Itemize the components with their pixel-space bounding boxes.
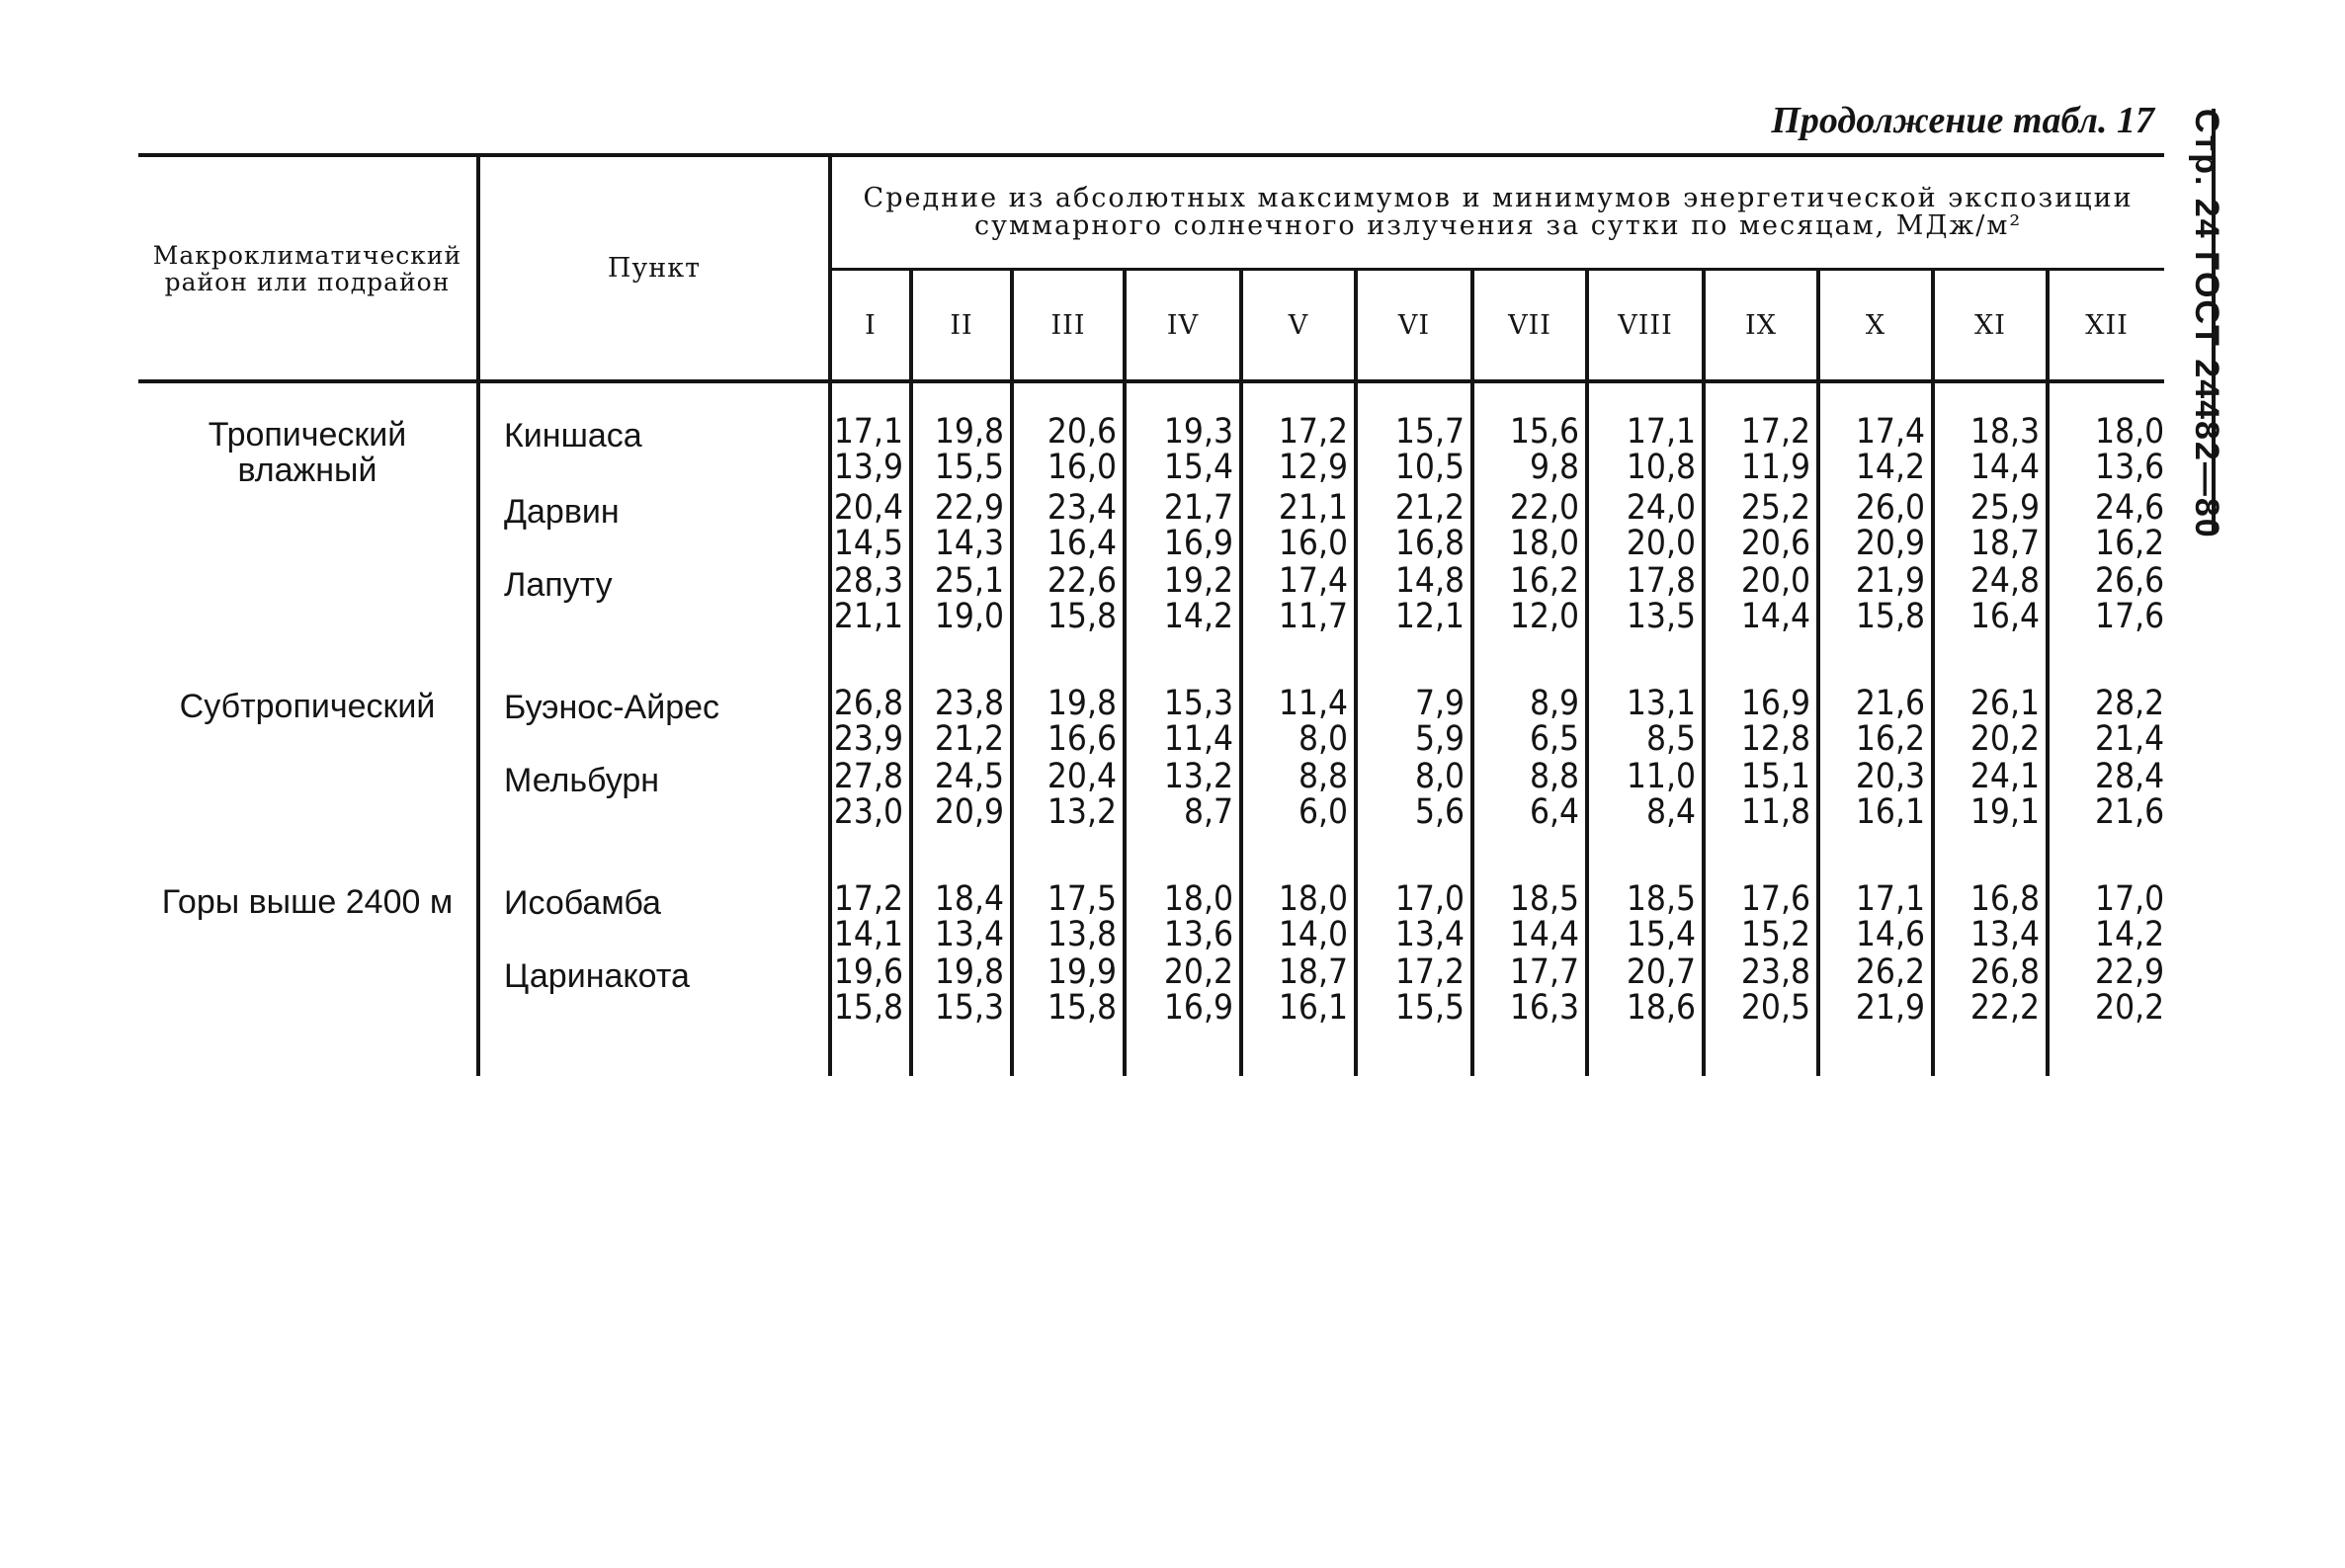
value-cell: [1356, 562, 1472, 635]
value-cell: [1933, 758, 2048, 831]
value-cell: [1933, 880, 2048, 953]
value-cell: [1241, 880, 1356, 953]
value-cell: [1587, 685, 1704, 758]
max-value: 24,1: [1969, 757, 2040, 796]
max-value: 23,8: [1740, 952, 1810, 992]
value-cell: [830, 880, 911, 953]
value-cell: [830, 758, 911, 831]
value-cell: [1356, 880, 1472, 953]
min-value: 13,9: [833, 448, 903, 487]
value-cell: [1012, 953, 1125, 1027]
min-value: 16,4: [1047, 524, 1117, 563]
max-value: 18,5: [1509, 879, 1579, 919]
point-cell: Дарвин: [478, 489, 830, 562]
value-cell: [1012, 758, 1125, 831]
value-cell: [911, 562, 1012, 635]
max-value: 20,0: [1740, 561, 1810, 601]
min-value: 15,4: [1626, 915, 1696, 954]
value-cell: [1356, 758, 1472, 831]
max-value: 14,8: [1394, 561, 1465, 601]
min-value: 13,6: [2095, 448, 2165, 487]
header-month: XI: [1933, 270, 2048, 382]
min-value: 16,9: [1163, 988, 1233, 1028]
max-value: 17,1: [1855, 879, 1925, 919]
min-value: 15,8: [833, 988, 903, 1028]
value-cell: [1587, 953, 1704, 1027]
value-cell: [1818, 489, 1933, 562]
max-value: 20,4: [1047, 757, 1117, 796]
value-cell: [1012, 880, 1125, 953]
min-value: 12,1: [1394, 597, 1465, 636]
min-value: 12,0: [1509, 597, 1579, 636]
max-value: 27,8: [833, 757, 903, 796]
value-cell: [1125, 489, 1241, 562]
min-value: 10,8: [1626, 448, 1696, 487]
max-value: 19,9: [1047, 952, 1117, 992]
min-value: 10,5: [1394, 448, 1465, 487]
max-value: 13,2: [1163, 757, 1233, 796]
max-value: 21,9: [1855, 561, 1925, 601]
point-cell: Исобамба: [478, 880, 830, 953]
min-value: 18,6: [1626, 988, 1696, 1028]
min-value: 11,7: [1278, 597, 1348, 636]
value-cell: [2048, 758, 2164, 831]
value-cell: [1241, 758, 1356, 831]
table-header: [138, 155, 2164, 381]
min-value: 16,2: [1855, 719, 1925, 759]
max-value: 19,3: [1163, 412, 1233, 452]
value-cell: [1933, 953, 2048, 1027]
table-row: [138, 880, 2164, 953]
min-value: 16,9: [1163, 524, 1233, 563]
min-value: 14,4: [1740, 597, 1810, 636]
min-value: 20,5: [1740, 988, 1810, 1028]
data-table-wrap: [138, 153, 2165, 1028]
max-value: 16,2: [1509, 561, 1579, 601]
max-value: 18,0: [2095, 412, 2165, 452]
max-value: 8,9: [1529, 684, 1579, 723]
max-value: 23,4: [1047, 488, 1117, 528]
min-value: 6,0: [1298, 792, 1348, 832]
min-value: 20,6: [1740, 524, 1810, 563]
min-value: 23,9: [833, 719, 903, 759]
value-cell: [1704, 489, 1818, 562]
min-value: 20,2: [1969, 719, 2040, 759]
max-value: 21,7: [1163, 488, 1233, 528]
min-value: 14,3: [934, 524, 1004, 563]
min-value: 16,3: [1509, 988, 1579, 1028]
max-value: 28,2: [2095, 684, 2165, 723]
min-value: 22,2: [1969, 988, 2040, 1028]
max-value: 18,0: [1278, 879, 1348, 919]
value-cell: [1818, 685, 1933, 758]
value-cell: [1472, 489, 1587, 562]
min-value: 11,8: [1740, 792, 1810, 832]
min-value: 14,6: [1855, 915, 1925, 954]
min-value: 15,2: [1740, 915, 1810, 954]
max-value: 13,1: [1626, 684, 1696, 723]
max-value: 20,6: [1047, 412, 1117, 452]
min-value: 15,5: [1394, 988, 1465, 1028]
max-value: 23,8: [934, 684, 1004, 723]
value-cell: [911, 880, 1012, 953]
max-value: 24,5: [934, 757, 1004, 796]
max-value: 20,7: [1626, 952, 1696, 992]
value-cell: [1818, 953, 1933, 1027]
value-cell: [1241, 413, 1356, 489]
value-cell: [830, 685, 911, 758]
max-value: 24,0: [1626, 488, 1696, 528]
value-cell: [911, 758, 1012, 831]
min-value: 20,2: [2095, 988, 2165, 1028]
value-cell: [1587, 413, 1704, 489]
max-value: 15,6: [1509, 412, 1579, 452]
value-cell: [1587, 489, 1704, 562]
max-value: 28,4: [2095, 757, 2165, 796]
max-value: 25,1: [934, 561, 1004, 601]
continuation-title: Продолжение табл. 17: [1771, 100, 2154, 141]
point-cell: Мельбурн: [478, 758, 830, 831]
min-value: 13,2: [1047, 792, 1117, 832]
value-cell: [2048, 880, 2164, 953]
max-value: 26,0: [1855, 488, 1925, 528]
min-value: 12,8: [1740, 719, 1810, 759]
min-value: 19,1: [1969, 792, 2040, 832]
max-value: 20,3: [1855, 757, 1925, 796]
max-value: 24,6: [2095, 488, 2165, 528]
max-value: 22,9: [934, 488, 1004, 528]
value-cell: [911, 685, 1012, 758]
max-value: 17,0: [2095, 879, 2165, 919]
point-cell: Лапуту: [478, 562, 830, 635]
min-value: 8,0: [1298, 719, 1348, 759]
header-month: IV: [1125, 270, 1241, 382]
value-cell: [1472, 880, 1587, 953]
value-cell: [2048, 953, 2164, 1027]
max-value: 17,6: [1740, 879, 1810, 919]
header-month: III: [1012, 270, 1125, 382]
max-value: 17,1: [833, 412, 903, 452]
min-value: 16,8: [1394, 524, 1465, 563]
min-value: 8,4: [1645, 792, 1696, 832]
table-body: [138, 381, 2164, 1076]
max-value: 19,6: [833, 952, 903, 992]
min-value: 14,2: [1855, 448, 1925, 487]
point-cell: Царинакота: [478, 953, 830, 1027]
max-value: 8,8: [1529, 757, 1579, 796]
max-value: 17,7: [1509, 952, 1579, 992]
value-cell: [1933, 413, 2048, 489]
max-value: 18,0: [1163, 879, 1233, 919]
min-value: 15,5: [934, 448, 1004, 487]
value-cell: [1704, 562, 1818, 635]
table-row: [138, 758, 2164, 831]
max-value: 26,6: [2095, 561, 2165, 601]
max-value: 22,9: [2095, 952, 2165, 992]
table-row: [138, 413, 2164, 489]
min-value: 6,4: [1529, 792, 1579, 832]
min-value: 21,6: [2095, 792, 2165, 832]
max-value: 26,2: [1855, 952, 1925, 992]
value-cell: [1012, 413, 1125, 489]
min-value: 8,5: [1645, 719, 1696, 759]
value-cell: [2048, 413, 2164, 489]
min-value: 14,4: [1969, 448, 2040, 487]
max-value: 26,1: [1969, 684, 2040, 723]
header-region: Макроклиматический район или подрайон: [138, 155, 478, 381]
max-value: 21,6: [1855, 684, 1925, 723]
header-point: Пункт: [478, 155, 830, 381]
point-cell: Буэнос-Айрес: [478, 685, 830, 758]
value-cell: [1472, 758, 1587, 831]
min-value: 14,0: [1278, 915, 1348, 954]
value-cell: [830, 413, 911, 489]
min-value: 13,4: [1394, 915, 1465, 954]
min-value: 16,1: [1855, 792, 1925, 832]
value-cell: [1472, 685, 1587, 758]
data-table: [138, 153, 2164, 1076]
min-value: 20,0: [1626, 524, 1696, 563]
max-value: 8,0: [1414, 757, 1465, 796]
region-cell: Тропический влажный: [208, 416, 407, 489]
max-value: 17,2: [1278, 412, 1348, 452]
value-cell: [1818, 880, 1933, 953]
min-value: 14,5: [833, 524, 903, 563]
min-value: 21,9: [1855, 988, 1925, 1028]
max-value: 20,2: [1163, 952, 1233, 992]
header-month: IX: [1704, 270, 1818, 382]
value-cell: [1587, 562, 1704, 635]
value-cell: [911, 953, 1012, 1027]
header-month: VIII: [1587, 270, 1704, 382]
point-cell: Киншаса: [478, 413, 830, 489]
table-row: [138, 685, 2164, 758]
min-value: 16,4: [1969, 597, 2040, 636]
value-cell: [1241, 685, 1356, 758]
min-value: 9,8: [1529, 448, 1579, 487]
value-cell: [911, 413, 1012, 489]
max-value: 17,2: [1394, 952, 1465, 992]
min-value: 21,2: [934, 719, 1004, 759]
value-cell: [1704, 413, 1818, 489]
max-value: 15,7: [1394, 412, 1465, 452]
value-cell: [1704, 953, 1818, 1027]
value-cell: [1012, 562, 1125, 635]
value-cell: [1818, 758, 1933, 831]
value-cell: [1012, 685, 1125, 758]
value-cell: [830, 953, 911, 1027]
max-value: 11,4: [1278, 684, 1348, 723]
max-value: 19,8: [934, 952, 1004, 992]
min-value: 13,8: [1047, 915, 1117, 954]
header-month: VI: [1356, 270, 1472, 382]
max-value: 16,8: [1969, 879, 2040, 919]
value-cell: [2048, 489, 2164, 562]
min-value: 13,4: [1969, 915, 2040, 954]
min-value: 15,8: [1047, 597, 1117, 636]
max-value: 8,8: [1298, 757, 1348, 796]
max-value: 19,8: [1047, 684, 1117, 723]
min-value: 11,9: [1740, 448, 1810, 487]
value-cell: [1472, 413, 1587, 489]
value-cell: [1125, 562, 1241, 635]
region-cell: Субтропический: [179, 688, 436, 725]
min-value: 11,4: [1163, 719, 1233, 759]
header-span: Средние из абсолютных максимумов и минимумов энергетической экспозиции суммарного солнечного излучения за сутки по месяцам, МДж/м²: [830, 155, 2164, 270]
value-cell: [2048, 562, 2164, 635]
header-month: I: [830, 270, 911, 382]
min-value: 15,8: [1855, 597, 1925, 636]
max-value: 17,1: [1626, 412, 1696, 452]
max-value: 17,0: [1394, 879, 1465, 919]
side-page-header: Стр. 24 ГОСТ 24482—80: [2188, 109, 2225, 539]
value-cell: [1241, 953, 1356, 1027]
max-value: 16,9: [1740, 684, 1810, 723]
max-value: 18,5: [1626, 879, 1696, 919]
value-cell: [1356, 953, 1472, 1027]
value-cell: [1241, 562, 1356, 635]
value-cell: [1356, 685, 1472, 758]
min-value: 23,0: [833, 792, 903, 832]
value-cell: [1933, 489, 2048, 562]
value-cell: [911, 489, 1012, 562]
value-cell: [1933, 562, 2048, 635]
min-value: 15,3: [934, 988, 1004, 1028]
max-value: 28,3: [833, 561, 903, 601]
min-value: 21,1: [833, 597, 903, 636]
min-value: 5,6: [1414, 792, 1465, 832]
min-value: 13,6: [1163, 915, 1233, 954]
max-value: 17,8: [1626, 561, 1696, 601]
header-month: VII: [1472, 270, 1587, 382]
header-month: XII: [2048, 270, 2164, 382]
value-cell: [1356, 413, 1472, 489]
header-month: X: [1818, 270, 1933, 382]
value-cell: [1704, 880, 1818, 953]
value-cell: [1587, 758, 1704, 831]
min-value: 20,9: [934, 792, 1004, 832]
max-value: 18,3: [1969, 412, 2040, 452]
value-cell: [830, 562, 911, 635]
table-row: [138, 562, 2164, 635]
value-cell: [1587, 880, 1704, 953]
max-value: 17,2: [1740, 412, 1810, 452]
max-value: 15,1: [1740, 757, 1810, 796]
min-value: 14,1: [833, 915, 903, 954]
max-value: 17,4: [1278, 561, 1348, 601]
min-value: 14,4: [1509, 915, 1579, 954]
value-cell: [1818, 562, 1933, 635]
min-value: 19,0: [934, 597, 1004, 636]
min-value: 15,4: [1163, 448, 1233, 487]
region-cell: Горы выше 2400 м: [161, 883, 454, 921]
max-value: 17,5: [1047, 879, 1117, 919]
min-value: 5,9: [1414, 719, 1465, 759]
max-value: 17,2: [833, 879, 903, 919]
min-value: 16,2: [2095, 524, 2165, 563]
max-value: 17,4: [1855, 412, 1925, 452]
max-value: 19,8: [934, 412, 1004, 452]
max-value: 18,7: [1278, 952, 1348, 992]
value-cell: [1356, 489, 1472, 562]
max-value: 7,9: [1414, 684, 1465, 723]
min-value: 6,5: [1529, 719, 1579, 759]
max-value: 22,0: [1509, 488, 1579, 528]
max-value: 19,2: [1163, 561, 1233, 601]
value-cell: [1472, 953, 1587, 1027]
max-value: 15,3: [1163, 684, 1233, 723]
max-value: 21,1: [1278, 488, 1348, 528]
min-value: 15,8: [1047, 988, 1117, 1028]
max-value: 18,4: [934, 879, 1004, 919]
min-value: 16,6: [1047, 719, 1117, 759]
max-value: 26,8: [833, 684, 903, 723]
min-value: 16,0: [1278, 524, 1348, 563]
value-cell: [1704, 685, 1818, 758]
table-row: [138, 953, 2164, 1027]
min-value: 13,4: [934, 915, 1004, 954]
min-value: 18,7: [1969, 524, 2040, 563]
min-value: 20,9: [1855, 524, 1925, 563]
min-value: 17,6: [2095, 597, 2165, 636]
min-value: 12,9: [1278, 448, 1348, 487]
value-cell: [1125, 953, 1241, 1027]
min-value: 13,5: [1626, 597, 1696, 636]
max-value: 21,2: [1394, 488, 1465, 528]
value-cell: [1472, 562, 1587, 635]
min-value: 8,7: [1183, 792, 1233, 832]
max-value: 25,2: [1740, 488, 1810, 528]
value-cell: [2048, 685, 2164, 758]
value-cell: [1704, 758, 1818, 831]
value-cell: [830, 489, 911, 562]
max-value: 25,9: [1969, 488, 2040, 528]
min-value: 18,0: [1509, 524, 1579, 563]
min-value: 21,4: [2095, 719, 2165, 759]
value-cell: [1818, 413, 1933, 489]
min-value: 16,1: [1278, 988, 1348, 1028]
value-cell: [1933, 685, 2048, 758]
value-cell: [1125, 880, 1241, 953]
header-month: V: [1241, 270, 1356, 382]
min-value: 14,2: [1163, 597, 1233, 636]
value-cell: [1125, 413, 1241, 489]
max-value: 24,8: [1969, 561, 2040, 601]
value-cell: [1125, 685, 1241, 758]
max-value: 11,0: [1626, 757, 1696, 796]
header-month: II: [911, 270, 1012, 382]
min-value: 16,0: [1047, 448, 1117, 487]
value-cell: [1012, 489, 1125, 562]
min-value: 14,2: [2095, 915, 2165, 954]
table-row: [138, 489, 2164, 562]
value-cell: [1241, 489, 1356, 562]
max-value: 20,4: [833, 488, 903, 528]
max-value: 22,6: [1047, 561, 1117, 601]
max-value: 26,8: [1969, 952, 2040, 992]
value-cell: [1125, 758, 1241, 831]
